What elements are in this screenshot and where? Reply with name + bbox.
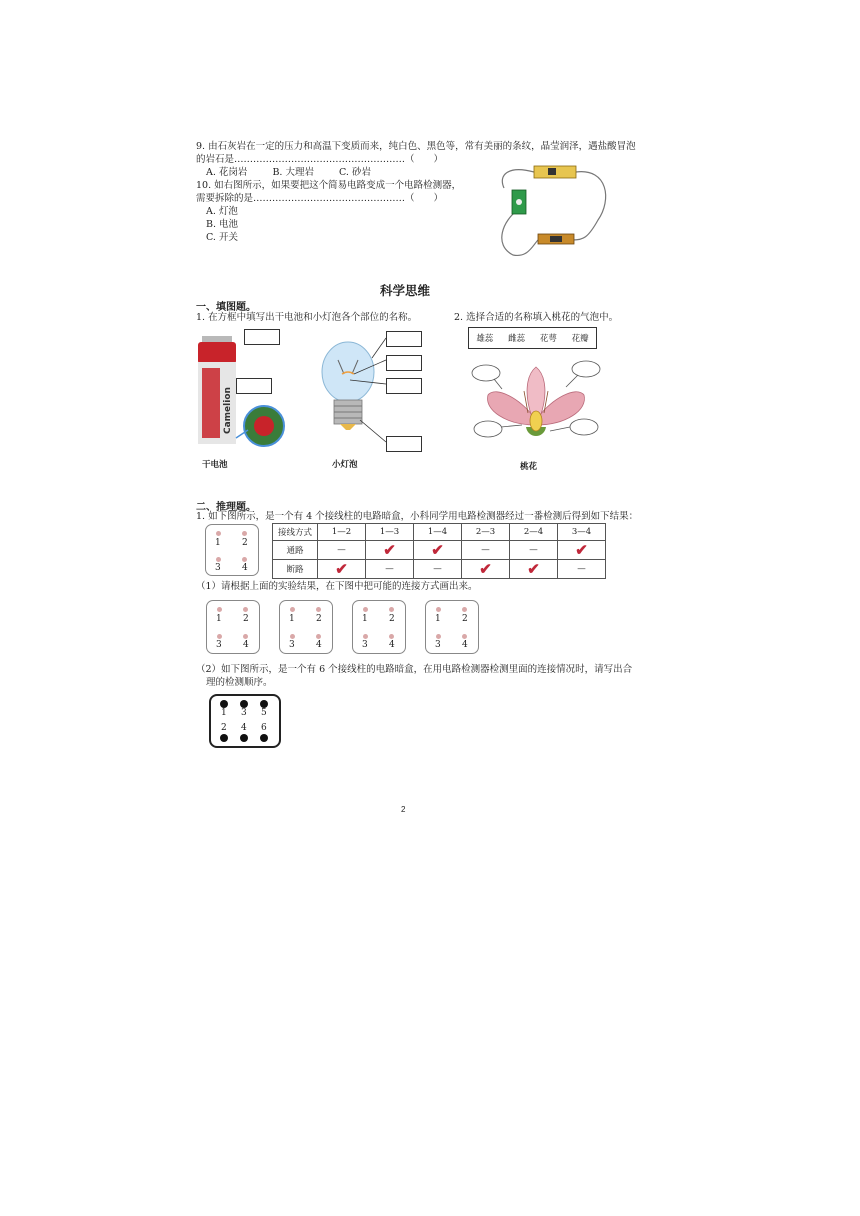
terminal-number: 3 [435,640,441,650]
q9-options [206,166,371,179]
table-cell: — [558,560,606,579]
table-header-cell: 3—4 [558,524,606,541]
terminal-number: 4 [462,640,468,650]
table-row [273,541,606,560]
row-label: 通路 [273,541,318,560]
part2-sub1: （1）请根据上面的实验结果，在下图中把可能的连接方式画出来。 [196,581,478,592]
terminal-dot [243,634,248,639]
word-bank-item: 花萼 [539,334,557,344]
terminal-dot [242,557,247,562]
bulb-label-box-1[interactable] [386,331,422,347]
battery-image [196,334,286,454]
table-cell: — [462,541,510,560]
bulb-label-box-3[interactable] [386,378,422,394]
table-cell: ✔ [558,541,606,560]
section-title: 科学思维 [380,284,431,298]
terminal-dot [216,557,221,562]
terminal-dot [462,607,467,612]
battery-caption: 干电池 [202,460,228,470]
terminal-dot [240,700,248,708]
table-cell: — [366,560,414,579]
answer-box-4[interactable] [425,600,479,654]
word-bank [468,327,597,349]
table-cell: ✔ [318,560,366,579]
terminal-dot [217,634,222,639]
terminal-dot [363,607,368,612]
part2-q1: 1. 如下图所示，是一个有 4 个接线柱的电路暗盒，小科同学用电路检测器经过一番检测后得到如下结果： [196,511,639,522]
terminal-dot [436,607,441,612]
terminal-dot [217,607,222,612]
q10-option-a: A. 灯泡 [206,206,238,217]
terminal-number: 1 [362,614,368,624]
four-terminal-box [205,524,259,576]
terminal-dot [436,634,441,639]
table-header-cell: 接线方式 [273,524,318,541]
table-cell: ✔ [366,541,414,560]
bulb-label-box-2[interactable] [386,355,422,371]
table-header-cell: 2—4 [510,524,558,541]
word-bank-item: 花瓣 [571,334,589,344]
table-row [273,560,606,579]
word-bank-item: 雌蕊 [508,334,526,344]
peach-flower-image [466,355,606,455]
terminal-number: 2 [389,614,395,624]
terminal-dot [260,734,268,742]
word-bank-item: 雄蕊 [476,334,494,344]
table-cell: ✔ [510,560,558,579]
terminal-number: 4 [389,640,395,650]
terminal-dot [216,531,221,536]
terminal-number: 2 [243,614,249,624]
table-cell: ✔ [462,560,510,579]
terminal-number: 2 [242,538,248,548]
terminal-dot [260,700,268,708]
bulb-label-box-4[interactable] [386,436,422,452]
table-cell: — [414,560,462,579]
battery-brand-text: Camelion [223,387,233,434]
q10-option-c: C. 开关 [206,232,238,243]
row-label: 断路 [273,560,318,579]
simple-circuit-image [488,160,618,260]
terminal-dot [240,734,248,742]
terminal-number: 1 [216,614,222,624]
terminal-dot [363,634,368,639]
terminal-number: 4 [316,640,322,650]
flower-caption: 桃花 [520,462,538,472]
table-cell: ✔ [414,541,462,560]
q10-option-b: B. 电池 [206,219,239,230]
part2-sub2-line2: 理的检测顺序。 [206,677,273,688]
part1-q1: 1. 在方框中填写出干电池和小灯泡各个部位的名称。 [196,312,418,323]
terminal-number: 2 [462,614,468,624]
page-number: 2 [401,805,406,814]
q9-option-b: B. 大理岩 [272,167,314,178]
terminal-dot [242,531,247,536]
part2-sub2-line1: （2）如下图所示，是一个有 6 个接线柱的电路暗盒，在用电路检测器检测里面的连接情况时，请写出合 [196,664,633,675]
terminal-dot [220,700,228,708]
terminal-dot [462,634,467,639]
terminal-dot [290,607,295,612]
table-header-row [273,524,606,541]
terminal-dot [316,634,321,639]
terminal-number: 1 [435,614,441,624]
terminal-dot [389,607,394,612]
terminal-dot [243,607,248,612]
terminal-number: 5 [261,708,267,718]
answer-box-3[interactable] [352,600,406,654]
terminal-number: 6 [261,723,267,733]
q10-line2: 需要拆除的是…………………………………………（ ） [196,193,444,204]
answer-box-2[interactable] [279,600,333,654]
part1-q2: 2. 选择合适的名称填入桃花的气泡中。 [454,312,619,323]
terminal-number: 4 [241,723,247,733]
q9-option-a: A. 花岗岩 [206,167,248,178]
terminal-number: 2 [221,723,227,733]
q9-option-c: C. 砂岩 [339,167,371,178]
table-header-cell: 1—2 [318,524,366,541]
q10-line1: 10. 如右图所示，如果要把这个简易电路变成一个电路检测器， [196,180,462,191]
terminal-number: 3 [216,640,222,650]
terminal-dot [389,634,394,639]
terminal-dot [316,607,321,612]
table-header-cell: 1—4 [414,524,462,541]
table-cell: — [510,541,558,560]
table-header-cell: 1—3 [366,524,414,541]
terminal-dot [290,634,295,639]
answer-box-1[interactable] [206,600,260,654]
bulb-caption: 小灯泡 [332,460,358,470]
q9-line1: 9. 由石灰岩在一定的压力和高温下变质而来，纯白色、黑色等，常有美丽的条纹，晶莹润泽，遇盐酸冒泡 [196,141,636,152]
part2-heading: 二、推理题。 [196,502,256,513]
six-terminal-box [209,694,281,748]
terminal-number: 1 [289,614,295,624]
terminal-dot [220,734,228,742]
q9-line2: 的岩石是………………………………………………（ ） [196,154,444,165]
battery-label-box-1[interactable] [244,329,280,345]
terminal-number: 4 [242,563,248,573]
table-header-cell: 2—3 [462,524,510,541]
terminal-number: 2 [316,614,322,624]
terminal-number: 3 [362,640,368,650]
table-cell: — [318,541,366,560]
terminal-number: 1 [215,538,221,548]
battery-label-box-2[interactable] [236,378,272,394]
terminal-number: 3 [241,708,247,718]
terminal-number: 4 [243,640,249,650]
terminal-number: 3 [215,563,221,573]
detection-results-table [272,523,606,579]
terminal-number: 1 [221,708,227,718]
part1-heading: 一、填图题。 [196,302,256,313]
terminal-number: 3 [289,640,295,650]
